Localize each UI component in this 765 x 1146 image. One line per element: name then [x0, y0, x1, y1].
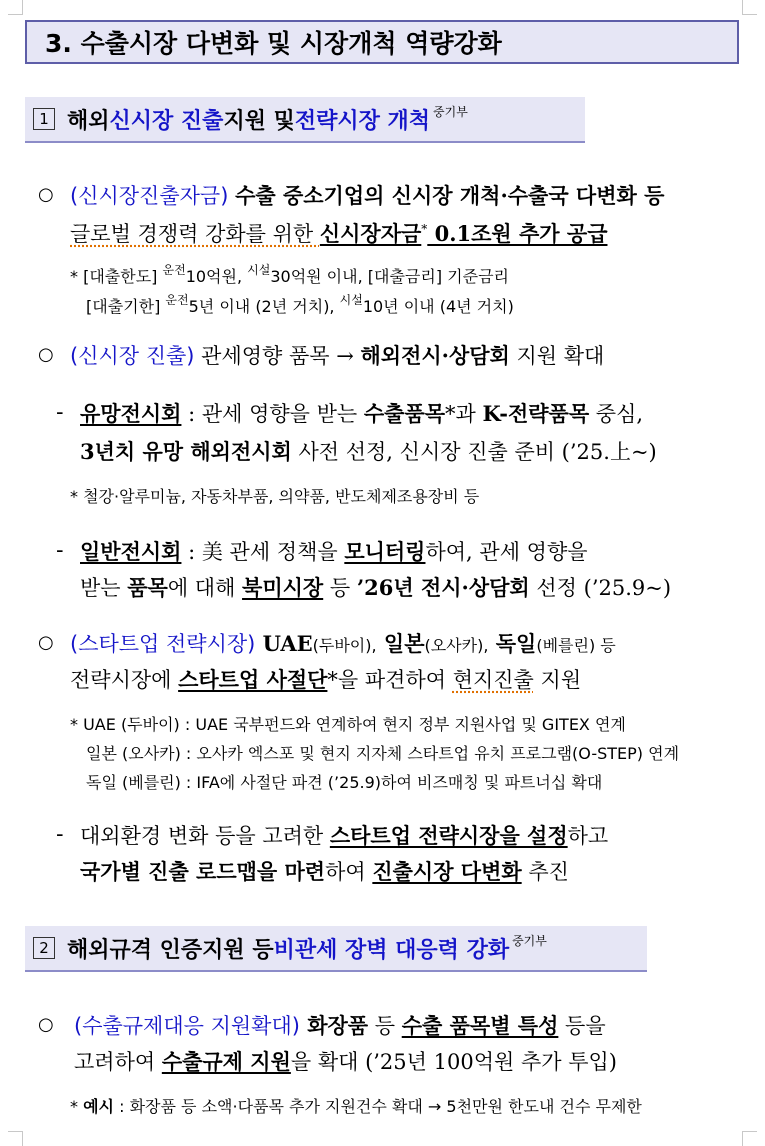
text-span: 스타트업 전략시장을 설정 [329, 823, 568, 848]
note-line [86, 294, 514, 317]
subheading: 일반전시회 [80, 539, 182, 564]
text-span: 등 [323, 576, 357, 600]
item-tag: (스타트업 전략시장) [70, 632, 256, 656]
text-span: 일본 [376, 631, 425, 656]
bullet-icon: ○ [38, 184, 54, 205]
section-title-text: 해외 [67, 108, 110, 134]
text-span: : 화장품 등 소액·다품목 추가 지원건수 확대 → 5천만원 한도내 건수 무제한 [114, 1097, 642, 1116]
text-span: 독일 [488, 631, 537, 656]
paragraph-line [80, 820, 608, 850]
superscript: 시설 [247, 263, 271, 277]
text-span: 사전 선정, 신시장 진출 준비 (’25.上~) [291, 440, 657, 464]
paragraph-line [70, 340, 604, 370]
text-span: 받는 [80, 576, 128, 600]
paragraph-line [80, 536, 588, 566]
item-tag: (수출규제대응 지원확대) [74, 1014, 300, 1038]
section-header-1 [25, 97, 585, 143]
paragraph-line [74, 1010, 606, 1040]
text-span: 5년 이내 (2년 거치), [188, 297, 335, 316]
text-span: UAE [255, 631, 313, 656]
text-span: 예시 [83, 1097, 115, 1116]
text-span: 북미시장 [242, 575, 324, 600]
item-tag: (신시장진출자금) [70, 184, 229, 208]
text-span: : 美 관세 정책을 [181, 540, 345, 564]
text-span: (오사카), [424, 636, 489, 655]
text-span: 고려하여 [74, 1050, 162, 1074]
corner-mark [742, 0, 757, 15]
section-number: 2 [33, 937, 55, 959]
corner-mark [8, 0, 23, 15]
text-span: 수출 중소기업의 신시장 개척·수출국 다변화 등 [235, 183, 665, 208]
note-line: 독일 (베를린) : IFA에 사절단 파견 (’25.9)하여 비즈매칭 및 파트너십 확대 [86, 773, 603, 792]
paragraph-line [80, 572, 671, 602]
section-header-2 [25, 926, 647, 972]
text-span: 현지진출 [452, 668, 534, 692]
text-span: * [70, 1097, 84, 1116]
text-span: 등 [368, 1014, 402, 1038]
text-span: (베를린) 등 [536, 636, 616, 655]
dash-icon: - [56, 400, 64, 424]
text-span: [대출기한] [86, 297, 161, 316]
section-title-highlight: 비관세 장벽 대응력 강화 [273, 937, 510, 963]
section-number: 1 [33, 108, 55, 130]
text-span: 에 대해 [167, 576, 243, 600]
text-span: 글로벌 경쟁력 강화를 위한 [70, 222, 320, 246]
text-span: 하여 [325, 860, 373, 884]
text-span: 관세영향 품목 → [194, 344, 361, 368]
paragraph-line [70, 218, 607, 248]
text-span: 3년치 유망 해외전시회 [80, 439, 292, 464]
note-line [70, 264, 509, 287]
text-span: K-전략품목 [482, 401, 590, 426]
note-line: * UAE (두바이) : UAE 국부펀드와 연계하여 현지 정부 지원사업 및 GITEX 연계 [70, 715, 626, 734]
text-span: 0.1조원 추가 공급 [427, 221, 608, 246]
text-span: 중심, [589, 402, 644, 426]
note-line [70, 1094, 642, 1117]
ministry-tag: 중기부 [512, 933, 547, 948]
paragraph-line [70, 628, 616, 658]
footnote-mark: * [421, 222, 428, 236]
section-title-highlight: 신시장 진출 [109, 108, 224, 134]
dash-icon: - [56, 538, 64, 562]
text-span: 진출시장 다변화 [372, 859, 522, 884]
text-span: : 관세 영향을 받는 [181, 402, 364, 426]
paragraph-line [70, 180, 664, 210]
text-span: * [대출한도] [70, 267, 158, 286]
text-span: ’26년 전시·상담회 [356, 575, 530, 600]
bullet-icon: ○ [38, 632, 54, 653]
item-tag: (신시장 진출) [70, 344, 195, 368]
paragraph-line [80, 436, 657, 466]
text-span: *과 [445, 402, 483, 426]
text-span: 수출규제 지원 [161, 1049, 291, 1074]
corner-mark [742, 1131, 757, 1146]
note-line: * 철강·알루미늄, 자동차부품, 의약품, 반도체제조용장비 등 [70, 487, 480, 506]
superscript: 운전 [162, 263, 186, 277]
text-span: 10년 이내 (4년 거치) [362, 297, 514, 316]
text-span: 지원 확대 [509, 344, 605, 368]
section-title-text: 해외규격 인증지원 등 [67, 937, 274, 963]
section-title-highlight: 전략시장 개척 [294, 108, 431, 134]
text-span: 수출 품목별 특성 [401, 1013, 559, 1038]
text-span: 품목 [127, 575, 168, 600]
subheading: 유망전시회 [80, 401, 182, 426]
text-span: 추진 [521, 860, 569, 884]
note-line: 일본 (오사카) : 오사카 엑스포 및 현지 지자체 스타트업 유치 프로그램(O-STEP) 연계 [86, 744, 680, 763]
section-title-text: 지원 및 [223, 108, 295, 134]
text-span: 화장품 [299, 1013, 369, 1038]
text-span: 전략시장에 [70, 668, 179, 692]
text-span: 스타트업 사절단 [178, 667, 328, 692]
text-span: 등을 [558, 1014, 606, 1038]
paragraph-line [80, 856, 569, 886]
text-span: 수출품목 [363, 401, 446, 426]
bullet-icon: ○ [38, 344, 54, 365]
ministry-tag: 중기부 [433, 104, 468, 119]
text-span: 신시장자금 [319, 221, 422, 246]
text-span: 모니터링 [344, 539, 426, 564]
text-span: 국가별 진출 로드맵을 마련 [80, 859, 326, 884]
superscript: 운전 [165, 293, 189, 307]
text-span: 선정 (’25.9~) [529, 576, 672, 600]
text-span: 해외전시·상담회 [360, 343, 510, 368]
text-span: 하고 [567, 824, 609, 848]
paragraph-line [74, 1046, 617, 1076]
corner-mark [8, 1131, 23, 1146]
text-span: *을 파견하여 [327, 668, 453, 692]
text-span: 30억원 이내, [대출금리] 기준금리 [270, 267, 509, 286]
page-title: 3. 수출시장 다변화 및 시장개척 역량강화 [25, 20, 739, 64]
paragraph-line [70, 664, 581, 694]
text-span: 10억원, [185, 267, 243, 286]
text-span: 지원 [533, 668, 582, 692]
text-span: 을 확대 (’25년 100억원 추가 투입) [290, 1050, 617, 1074]
text-span: (두바이), [312, 636, 377, 655]
text-span: 하여, 관세 영향을 [425, 540, 588, 564]
text-span: 대외환경 변화 등을 고려한 [80, 824, 330, 848]
superscript: 시설 [339, 293, 363, 307]
dash-icon: - [56, 822, 64, 846]
paragraph-line [80, 398, 643, 428]
bullet-icon: ○ [38, 1014, 54, 1035]
